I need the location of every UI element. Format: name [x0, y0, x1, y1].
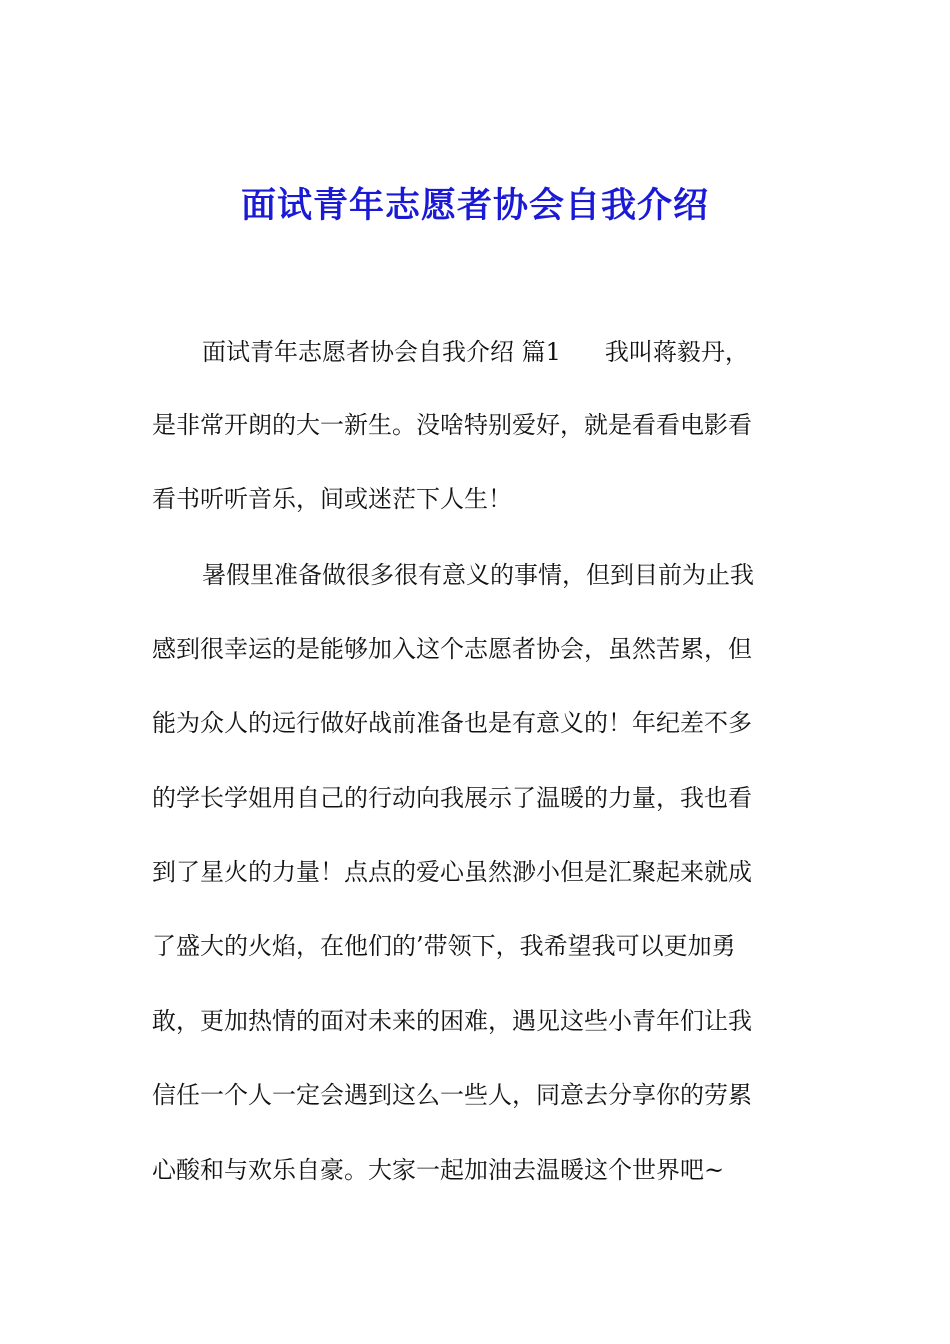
paragraph-1-line-2: 是非常开朗的大一新生。没啥特别爱好，就是看看电影看 [152, 411, 752, 439]
paragraph-2-line-5: 到了星火的力量！点点的爱心虽然渺小但是汇聚起来就成 [152, 858, 752, 886]
document-title: 面试青年志愿者协会自我介绍 [240, 186, 709, 226]
paragraph-1-line-3: 看书听听音乐，间或迷茫下人生！ [152, 485, 512, 513]
intro-text: 我叫蒋毅丹， [604, 338, 749, 366]
paragraph-2-line-7: 敢，更加热情的面对未来的困难，遇见这些小青年们让我 [152, 1007, 752, 1035]
paragraph-2-line-8: 信任一个人一定会遇到这么一些人，同意去分享你的劳累 [152, 1081, 752, 1109]
paragraph-1-line-1 [202, 337, 842, 367]
paragraph-2-line-1: 暑假里准备做很多很有意义的事情，但到目前为止我 [202, 561, 754, 589]
paragraph-2-line-2: 感到很幸运的是能够加入这个志愿者协会，虽然苦累，但 [152, 635, 752, 663]
paragraph-2-line-6: 了盛大的火焰，在他们的’带领下，我希望我可以更加勇 [152, 932, 736, 960]
section-heading: 面试青年志愿者协会自我介绍 篇1 [202, 338, 561, 366]
paragraph-2-line-9: 心酸和与欢乐自豪。大家一起加油去温暖这个世界吧~ [152, 1156, 725, 1184]
paragraph-2-line-4: 的学长学姐用自己的行动向我展示了温暖的力量，我也看 [152, 784, 752, 812]
paragraph-2-line-3: 能为众人的远行做好战前准备也是有意义的！年纪差不多 [152, 709, 752, 737]
